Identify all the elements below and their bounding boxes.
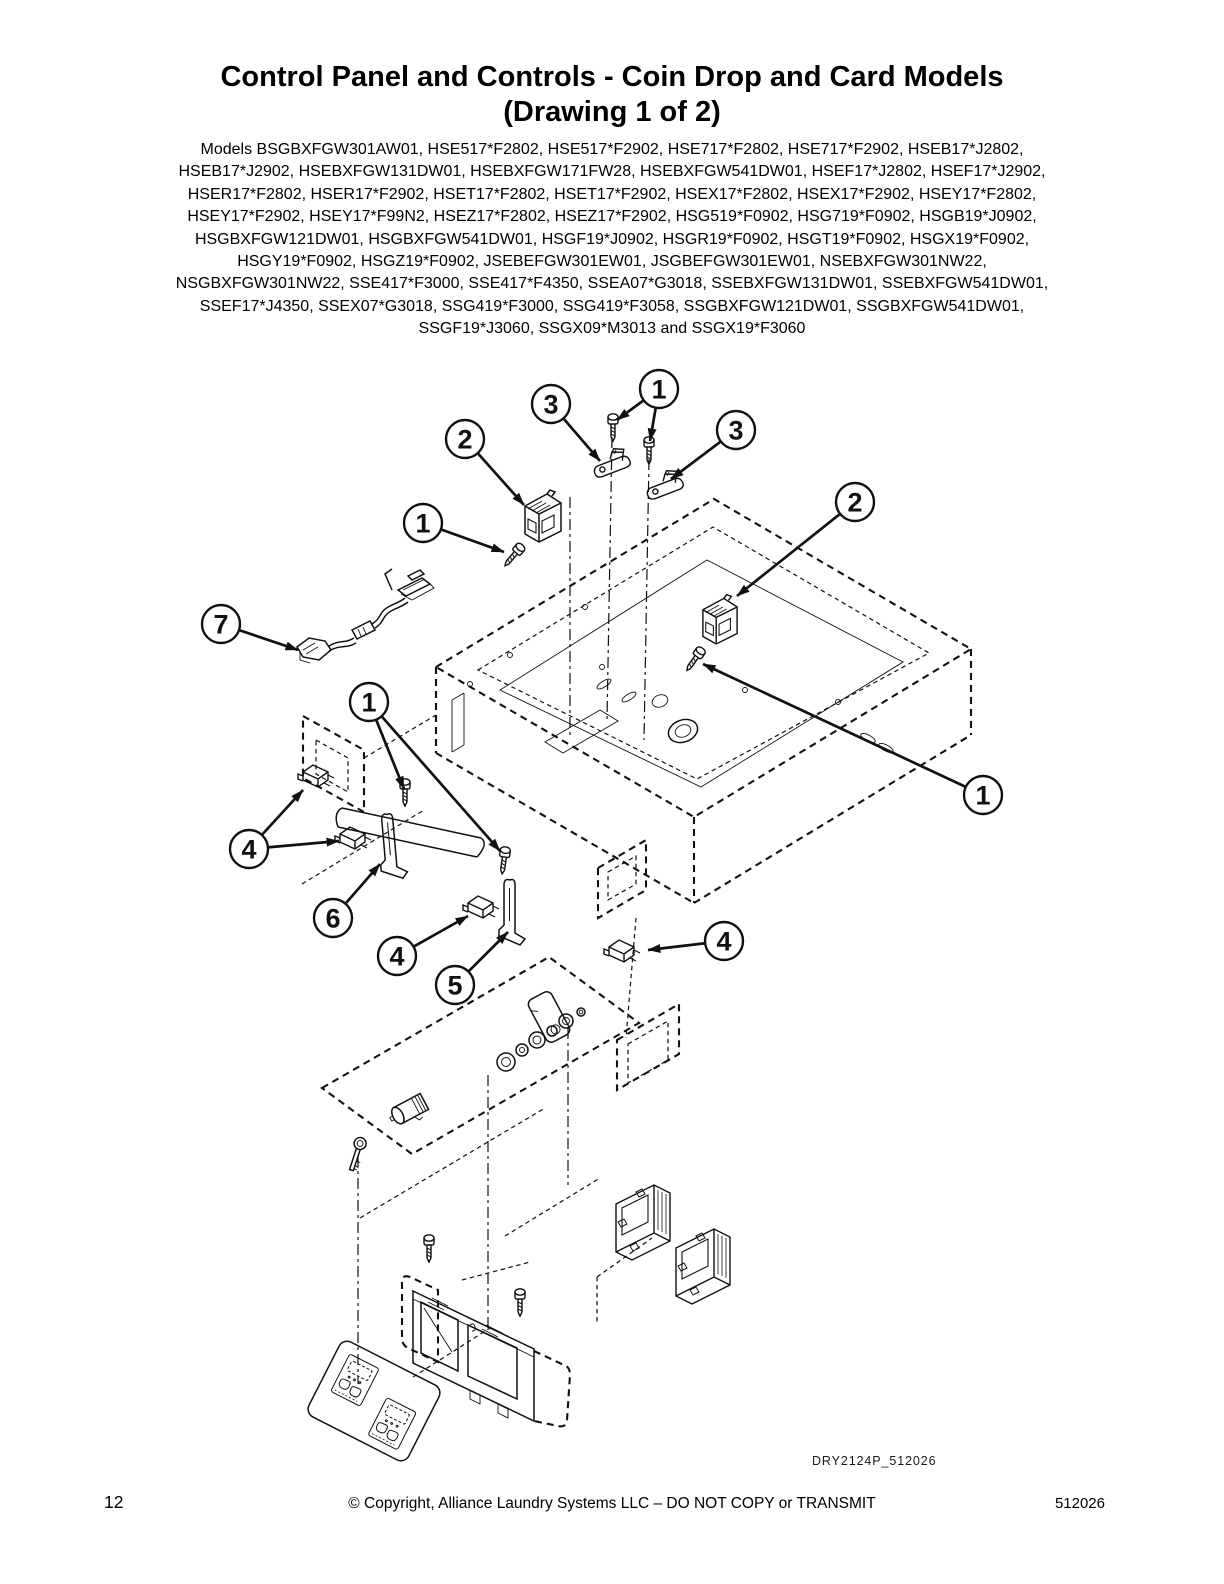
models-line: Models BSGBXFGW301AW01, HSE517*F2802, HSE517*F2902, HSE717*F2802, HSE717*F2902, HSEB17*J2802, [200, 141, 1024, 158]
callout-leader-arrow [737, 514, 839, 596]
svg-text:2: 2 [457, 424, 473, 455]
footer-page-number: 12 [104, 1492, 124, 1512]
callout-balloon-1 [404, 504, 442, 542]
svg-text:2: 2 [847, 487, 863, 518]
svg-text:4: 4 [716, 926, 732, 957]
callout-leader-arrow [564, 419, 600, 461]
page-title [0, 60, 1224, 130]
callout-leader-arrow [263, 790, 303, 834]
mounting-clips [592, 447, 685, 500]
exploded-parts-diagram [0, 360, 1224, 1480]
callout-leader-arrow [469, 932, 508, 971]
callout-leader-arrow [648, 943, 704, 950]
lock-assembly [322, 957, 639, 1172]
coin-drop-switches [525, 490, 737, 644]
callout-leader-arrow [478, 454, 524, 505]
svg-text:3: 3 [543, 389, 559, 420]
callout-leader-arrow [650, 409, 656, 441]
svg-text:5: 5 [447, 970, 463, 1001]
callout-leader-arrow [703, 664, 965, 787]
models-line: SSGF19*J3060, SSGX09*M3013 and SSGX19*F3060 [418, 320, 806, 338]
callout-balloon-3 [717, 411, 755, 449]
models-line: HSEB17*J2902, HSEBXFGW131DW01, HSEBXFGW171FW28, HSEBXFGW541DW01, HSEF17*J2802, HSEF17*J2902, [178, 163, 1046, 181]
svg-text:4: 4 [389, 941, 405, 972]
footer-copyright: © Copyright, Alliance Laundry Systems LLC – DO NOT COPY or TRANSMIT [348, 1495, 876, 1512]
models-list [0, 139, 1224, 341]
callout-leader-arrow [671, 442, 720, 479]
callout-leader-arrow [269, 841, 339, 847]
callout-balloon-2 [836, 483, 874, 521]
callout-balloon-1 [640, 370, 678, 408]
keypad-modules [616, 1185, 730, 1304]
diagram-reference-label: DRY2124P_512026 [812, 1454, 937, 1468]
page-title-line1: Control Panel and Controls - Coin Drop and Card Models [220, 61, 1004, 93]
control-panel-frame [402, 1276, 570, 1426]
models-line: HSER17*F2802, HSER17*F2902, HSET17*F2802, HSET17*F2902, HSEX17*F2802, HSEX17*F2902, HSEY17*F2802, [187, 185, 1037, 203]
callout-balloon-4 [230, 830, 268, 868]
svg-text:3: 3 [728, 415, 744, 446]
callout-balloon-4 [378, 937, 416, 975]
models-line: NSGBXFGW301NW22, SSE417*F3000, SSE417*F4350, SSEA07*G3018, SSEBXFGW131DW01, SSEBXFGW541DW01, [175, 275, 1049, 293]
callout-balloon-2 [446, 420, 484, 458]
svg-text:1: 1 [975, 780, 991, 811]
callout-balloon-7 [202, 605, 240, 643]
control-panel-overlay [305, 1338, 443, 1464]
callout-balloon-5 [436, 966, 474, 1004]
callout-balloon-1 [350, 683, 388, 721]
svg-text:1: 1 [361, 687, 377, 718]
small-switches [298, 765, 640, 962]
models-line: HSGBXFGW121DW01, HSGBXFGW541DW01, HSGF19*J0902, HSGR19*F0902, HSGT19*F0902, HSGX19*F0902, [194, 230, 1030, 248]
callout-balloon-4 [705, 922, 743, 960]
callout-leader-arrow [442, 530, 504, 552]
projection-lines [302, 437, 652, 1384]
svg-text:1: 1 [415, 508, 431, 539]
models-line: HSGY19*F0902, HSGZ19*F0902, JSEBEFGW301EW01, JSGBEFGW301EW01, NSEBXFGW301NW22, [237, 253, 987, 271]
callout-balloon-3 [532, 385, 570, 423]
wiring-harness [297, 569, 434, 663]
footer-doc-number: 512026 [1054, 1495, 1105, 1512]
svg-text:4: 4 [241, 834, 257, 865]
page-title-line2: (Drawing 1 of 2) [503, 96, 721, 128]
svg-text:6: 6 [325, 903, 341, 934]
svg-text:1: 1 [651, 374, 667, 405]
callout-leader-arrow [414, 916, 468, 946]
callout-leader-arrow [617, 401, 643, 420]
callout-layer [202, 370, 1002, 1004]
callout-balloon-6 [314, 899, 352, 937]
callout-leader-arrow [240, 630, 298, 650]
callout-balloon-1 [964, 776, 1002, 814]
models-line: SSEF17*J4350, SSEX07*G3018, SSG419*F3000, SSG419*F3058, SSGBXFGW121DW01, SSGBXFGW541DW01, [199, 297, 1025, 315]
callout-leader-arrow [346, 864, 380, 903]
svg-text:7: 7 [213, 609, 229, 640]
models-line: HSEY17*F2902, HSEY17*F99N2, HSEZ17*F2802, HSEZ17*F2902, HSG519*F0902, HSG719*F0902, HSGB19*J0902, [187, 208, 1037, 226]
screw-fasteners [400, 414, 707, 1316]
callout-leader-arrow [376, 721, 404, 789]
